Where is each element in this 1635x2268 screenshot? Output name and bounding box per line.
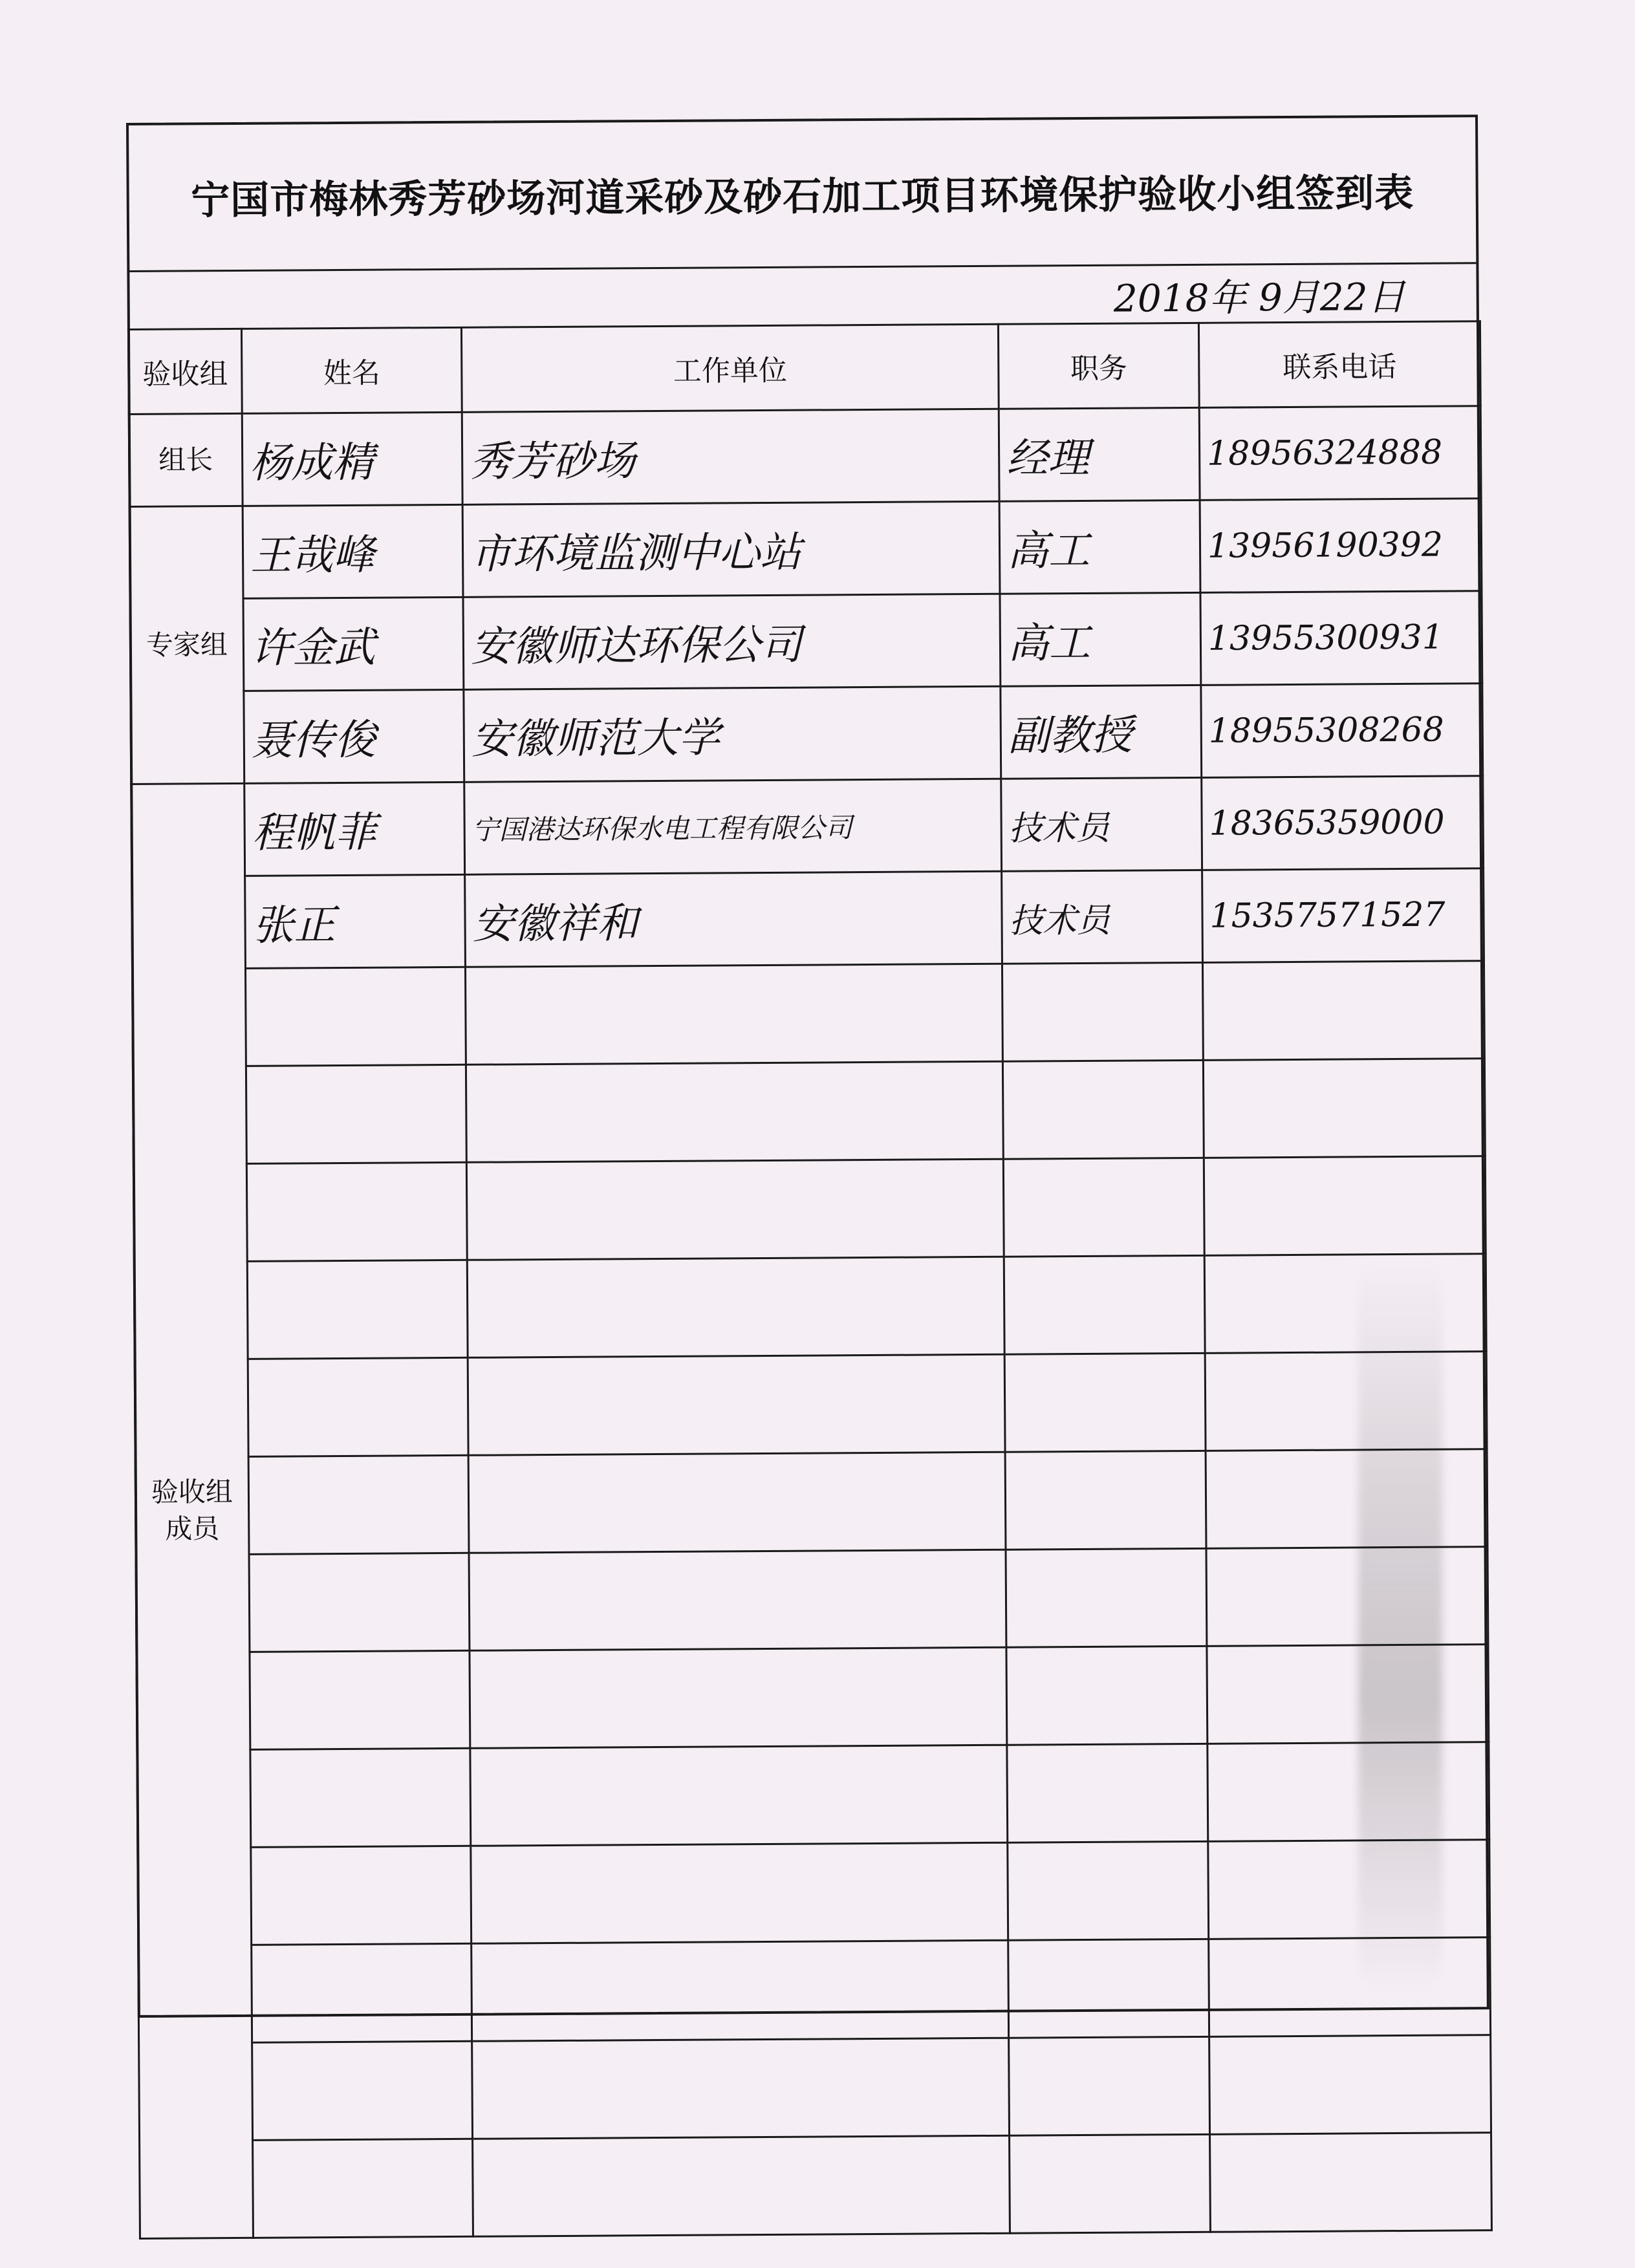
expert-row [131,684,1483,784]
header-unit: 工作单位 [461,324,999,412]
empty-row [135,1449,1488,1555]
empty-cell [471,1940,1009,2041]
expert-phone: 13955300931 [1200,591,1482,686]
empty-cell [252,1943,472,2042]
empty-cell [1204,1156,1486,1256]
empty-cell [473,2135,1010,2236]
group-members-label [131,783,254,2238]
empty-cell [1005,1451,1206,1550]
empty-row [134,1254,1486,1360]
leader-unit: 秀芳砂场 [462,409,999,504]
expert-phone: 18955308268 [1201,684,1483,778]
empty-cell [1007,1744,1208,1842]
expert-name: 聂传俊 [244,689,464,783]
member-phone: 18365359000 [1202,776,1484,870]
empty-row [132,961,1484,1067]
empty-cell [251,1846,471,1945]
expert-name: 许金武 [243,597,464,691]
expert-position: 高工 [999,500,1200,594]
document-title: 宁国市梅林秀芳砂场河道采砂及砂石加工项目环境保护验收小组签到表 [129,117,1476,272]
empty-cell [250,1748,471,1847]
empty-cell [247,1260,468,1359]
empty-row [138,1938,1491,2044]
empty-cell [249,1553,470,1652]
empty-cell [466,1061,1003,1162]
leader-row [129,406,1481,507]
empty-cell [1204,1254,1486,1354]
table-header-row [128,321,1480,415]
expert-position: 副教授 [1001,685,1202,779]
member-position: 技术员 [1001,777,1202,871]
empty-cell [250,1650,470,1749]
expert-unit: 安徽师范大学 [464,686,1001,782]
header-phone: 联系电话 [1198,321,1480,408]
expert-position: 高工 [1000,592,1201,686]
member-name: 张正 [245,874,466,968]
empty-cell [468,1452,1006,1553]
group-leader-label: 组长 [129,413,243,506]
empty-cell [1210,2133,1492,2232]
leader-name: 杨成精 [242,412,462,506]
empty-cell [248,1357,468,1456]
expert-row [130,591,1482,692]
member-row [132,869,1484,969]
empty-row [135,1352,1487,1458]
empty-cell [1002,1060,1204,1159]
empty-cell [471,1842,1008,1943]
group-experts-label: 专家组 [129,506,244,784]
empty-cell [1205,1352,1487,1451]
empty-cell [248,1455,469,1554]
expert-name: 王哉峰 [243,504,463,598]
empty-cell [1206,1449,1488,1549]
empty-row [139,2035,1491,2141]
empty-cell [1207,1742,1489,1842]
empty-cell [246,1064,466,1163]
header-position: 职务 [998,323,1199,409]
empty-row [138,1840,1490,1946]
empty-cell [1008,1841,1209,1940]
member-unit: 宁国港达环保水电工程有限公司 [464,779,1002,874]
empty-row [136,1547,1488,1653]
empty-row [133,1059,1485,1165]
member-name: 程帆菲 [244,782,465,876]
member-position: 技术员 [1002,870,1203,964]
group-members-label-line: 成员 [165,1513,220,1545]
empty-row [136,1645,1489,1751]
leader-position: 经理 [999,407,1200,501]
expert-unit: 安徽师达环保公司 [463,594,1001,689]
empty-cell [245,967,466,1066]
empty-cell [1202,961,1484,1061]
empty-cell [1004,1255,1205,1354]
empty-cell [1209,2035,1491,2135]
empty-row [137,1742,1489,1848]
sign-in-sheet [126,114,1489,2018]
empty-cell [466,1159,1004,1260]
empty-cell [1009,2036,1210,2135]
empty-cell [1209,1938,1491,2037]
empty-cell [472,2038,1010,2139]
empty-cell [1203,1059,1485,1158]
empty-cell [253,2139,473,2238]
empty-cell [470,1745,1008,1846]
empty-row [140,2133,1492,2239]
empty-cell [1004,1353,1206,1452]
leader-phone: 18956324888 [1199,406,1481,501]
header-group: 验收组 [128,329,242,414]
empty-cell [1008,1939,1209,2038]
empty-cell [1003,1158,1204,1257]
empty-cell [1006,1548,1207,1647]
member-unit: 安徽祥和 [465,871,1002,967]
expert-unit: 市环境监测中心站 [462,501,1000,597]
empty-cell [246,1162,467,1261]
empty-cell [465,964,1002,1064]
empty-cell [467,1257,1004,1357]
empty-cell [1002,962,1203,1061]
header-name: 姓名 [241,327,462,413]
empty-cell [1207,1645,1489,1744]
empty-cell [1208,1840,1490,1939]
member-row [131,776,1484,877]
group-members-label-line: 验收组 [151,1476,233,1509]
empty-cell [252,2041,473,2140]
attendance-table [127,320,1493,2240]
empty-cell [1206,1547,1488,1647]
expert-phone: 13956190392 [1200,499,1482,593]
handwritten-date: 2018年 9月22日 [1113,274,1405,321]
empty-cell [1010,2134,1211,2233]
empty-cell [468,1354,1005,1455]
date-row [129,262,1477,329]
empty-row [133,1156,1486,1262]
empty-cell [470,1647,1007,1748]
expert-row [129,499,1482,599]
member-phone: 15357571527 [1202,869,1484,963]
empty-cell [1006,1646,1207,1745]
empty-cell [469,1550,1006,1650]
